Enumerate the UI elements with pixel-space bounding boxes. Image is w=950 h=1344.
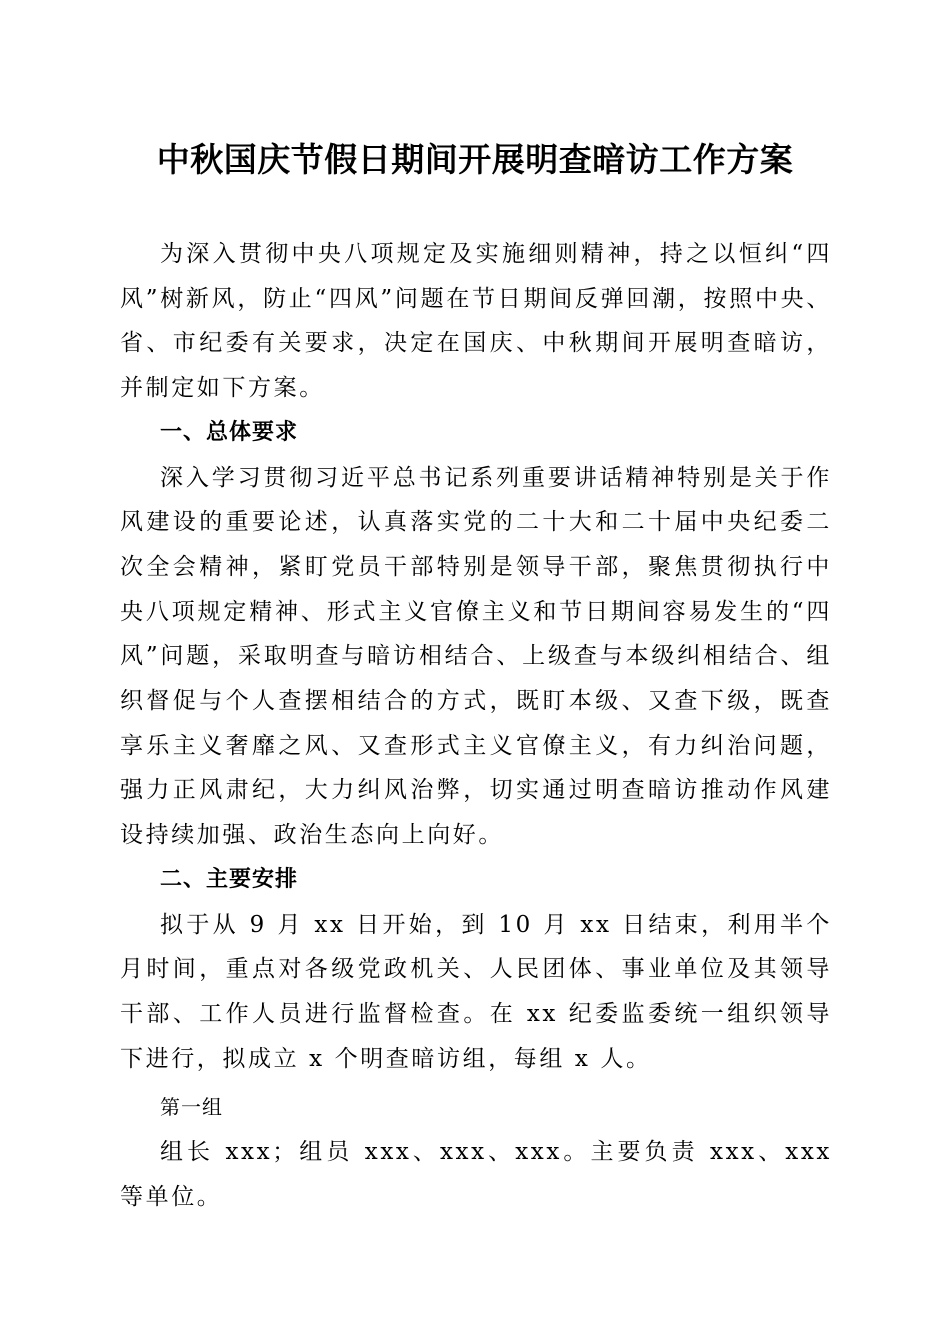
section-heading-general-requirements: 一、总体要求 — [160, 419, 299, 445]
group-one-title: 第一组 — [160, 1095, 223, 1120]
section-heading-main-arrangements: 二、主要安排 — [160, 866, 299, 892]
group-one-paragraph: 组长 xxx；组员 xxx、xxx、xxx。主要负责 xxx、xxx 等单位。 — [120, 1139, 832, 1210]
general-requirements-paragraph: 深入学习贯彻习近平总书记系列重要讲话精神特别是关于作风建设的重要论述，认真落实党的二十大和二十届中央纪委二次全会精神，紧盯党员干部特别是领导干部，聚焦贯彻执行中央八项规定精神、形式主义官僚主义和节日期间容易发生的“四风”问题，采取明查与暗访相结合、上级查与本级纠相结合、组织督促与个人查摆相结合的方式，既盯本级、又查下级，既查享乐主义奢靡之风、又查形式主义官僚主义，有力纠治问题，强力正风肃纪，大力纠风治弊，切实通过明查暗访推动作风建设持续加强、政治生态向上向好。 — [120, 464, 832, 849]
document-body — [120, 232, 832, 1219]
intro-paragraph: 为深入贯彻中央八项规定及实施细则精神，持之以恒纠“四风”树新风，防止“四风”问题在节日期间反弹回潮，按照中央、省、市纪委有关要求，决定在国庆、中秋期间开展明查暗访，并制定如下方案。 — [120, 241, 832, 402]
main-arrangements-paragraph: 拟于从 9 月 xx 日开始，到 10 月 xx 日结束，利用半个月时间，重点对各级党政机关、人民团体、事业单位及其领导干部、工作人员进行监督检查。在 xx 纪委监委统一组织领导下进行，拟成立 x 个明查暗访组，每组 x 人。 — [120, 911, 832, 1072]
document-title: 中秋国庆节假日期间开展明查暗访工作方案 — [156, 140, 794, 179]
